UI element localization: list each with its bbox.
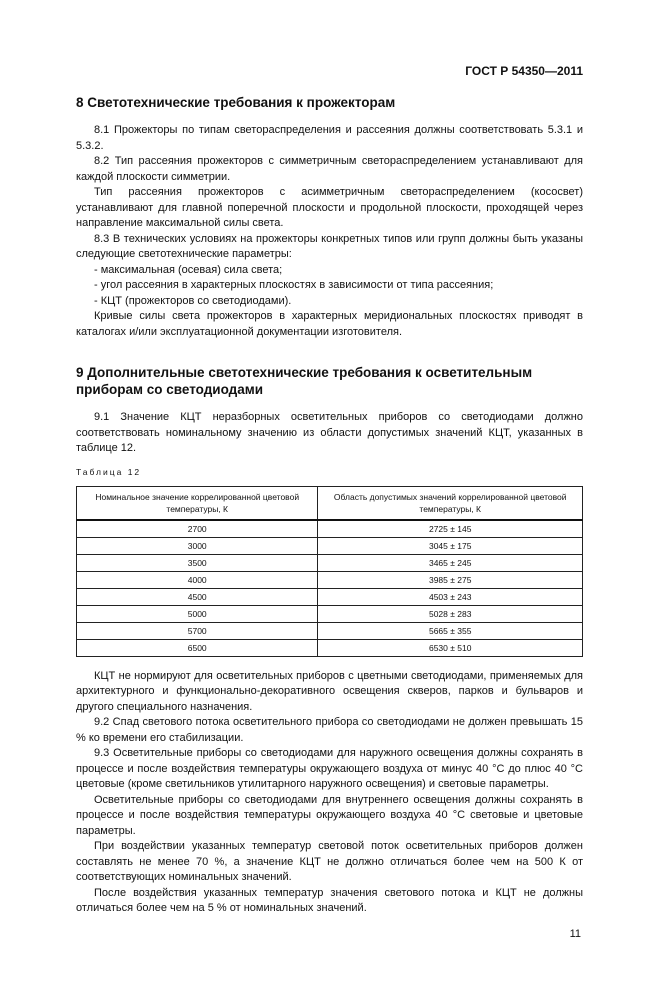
table-caption: Таблица 12 xyxy=(76,466,142,477)
table-row xyxy=(77,571,583,588)
section-9-title: 9 Дополнительные светотехнические требования к осветительным приборам со светодиодами xyxy=(76,365,533,397)
table-cell: 4500 xyxy=(77,588,318,605)
table-row xyxy=(77,622,583,639)
section-9-body xyxy=(76,669,583,917)
list-item: - угол рассеяния в характерных плоскостях в зависимости от типа рассеяния; xyxy=(94,279,494,291)
paragraph: 8.1 Прожекторы по типам светораспределения и рассеяния должны соответствовать 5.3.1 и 5.3.2. xyxy=(76,124,583,152)
table-row xyxy=(77,520,583,538)
table-cell: 3000 xyxy=(77,537,318,554)
section-8-body xyxy=(76,123,583,340)
page-number: 11 xyxy=(569,927,581,940)
table-cell: 5000 xyxy=(77,605,318,622)
paragraph: При воздействии указанных температур световой поток осветительных приборов должен составлять не менее 70 %, а значение КЦТ не должно отличаться более чем на 500 К от соответствующих номинальных значений. xyxy=(76,840,583,883)
column-header: Номинальное значение коррелированной цветовой температуры, К xyxy=(77,486,318,520)
table-cell: 2725 ± 145 xyxy=(318,520,583,538)
table-cell: 5700 xyxy=(77,622,318,639)
paragraph: КЦТ не нормируют для осветительных приборов с цветными светодиодами, применяемых для архитектурного и функционально-декоративного освещения скверов, парков и бульваров и другого специального назначения. xyxy=(76,669,583,713)
table-cell: 3500 xyxy=(77,554,318,571)
paragraph: 8.2 Тип рассеяния прожекторов с симметричным светораспределением устанавливают для каждой плоскости симметрии. xyxy=(76,155,583,183)
table-row xyxy=(77,605,583,622)
section-9-intro xyxy=(76,410,583,457)
paragraph: 9.3 Осветительные приборы со светодиодами для наружного освещения должны сохранять в процессе и после воздействия температуры окружающего воздуха от минус 40 °С до плюс 40 °С цветовые (кроме светильников утилитарного наружного освещения) и световые параметры. xyxy=(76,747,583,790)
paragraph: 8.3 В технических условиях на прожекторы конкретных типов или групп должны быть указаны следующие светотехнические параметры: xyxy=(76,232,583,260)
column-header: Область допустимых значений коррелированной цветовой температуры, К xyxy=(318,486,583,520)
paragraph: Осветительные приборы со светодиодами для внутреннего освещения должны сохранять в процессе и после воздействия температуры окружающего воздуха 40 °С световые и цветовые параметры. xyxy=(76,793,583,837)
cct-table xyxy=(76,486,583,657)
table-row xyxy=(77,588,583,605)
section-8-title: 8 Светотехнические требования к прожекторам xyxy=(76,95,396,110)
table-cell: 6500 xyxy=(77,639,318,656)
table-cell: 2700 xyxy=(77,520,318,538)
table-cell: 3045 ± 175 xyxy=(318,537,583,554)
table-cell: 4503 ± 243 xyxy=(318,588,583,605)
table-cell: 4000 xyxy=(77,571,318,588)
list-item: - максимальная (осевая) сила света; xyxy=(94,263,283,276)
paragraph: 9.1 Значение КЦТ неразборных осветительных приборов со светодиодами должно соответствовать номинальному значению из области допустимых значений КЦТ, указанных в таблице 12. xyxy=(76,411,583,454)
table-cell: 6530 ± 510 xyxy=(318,639,583,656)
paragraph: Тип рассеяния прожекторов с асимметричным светораспределением (кососвет) устанавливают для главной поперечной плоскости и продольной плоскости, проходящей через направление максимальной силы света. xyxy=(76,186,583,229)
table-row xyxy=(77,639,583,656)
table-cell: 5028 ± 283 xyxy=(318,605,583,622)
document-code: ГОСТ Р 54350—2011 xyxy=(465,64,583,78)
paragraph: Кривые силы света прожекторов в характерных меридиональных плоскостях приводят в каталогах и/или эксплуатационной документации изготовителя. xyxy=(76,310,583,338)
table-cell: 5665 ± 355 xyxy=(318,622,583,639)
list-item: - КЦТ (прожекторов со светодиодами). xyxy=(94,294,292,307)
paragraph: После воздействия указанных температур значения светового потока и КЦТ не должны отличаться более чем на 5 % от номинальных значений. xyxy=(76,886,583,914)
paragraph: 9.2 Спад светового потока осветительного прибора со светодиодами не должен превышать 15 % ко времени его стабилизации. xyxy=(76,716,583,744)
table-row xyxy=(77,554,583,571)
table-row xyxy=(77,537,583,554)
table-cell: 3985 ± 275 xyxy=(318,571,583,588)
table-cell: 3465 ± 245 xyxy=(318,554,583,571)
